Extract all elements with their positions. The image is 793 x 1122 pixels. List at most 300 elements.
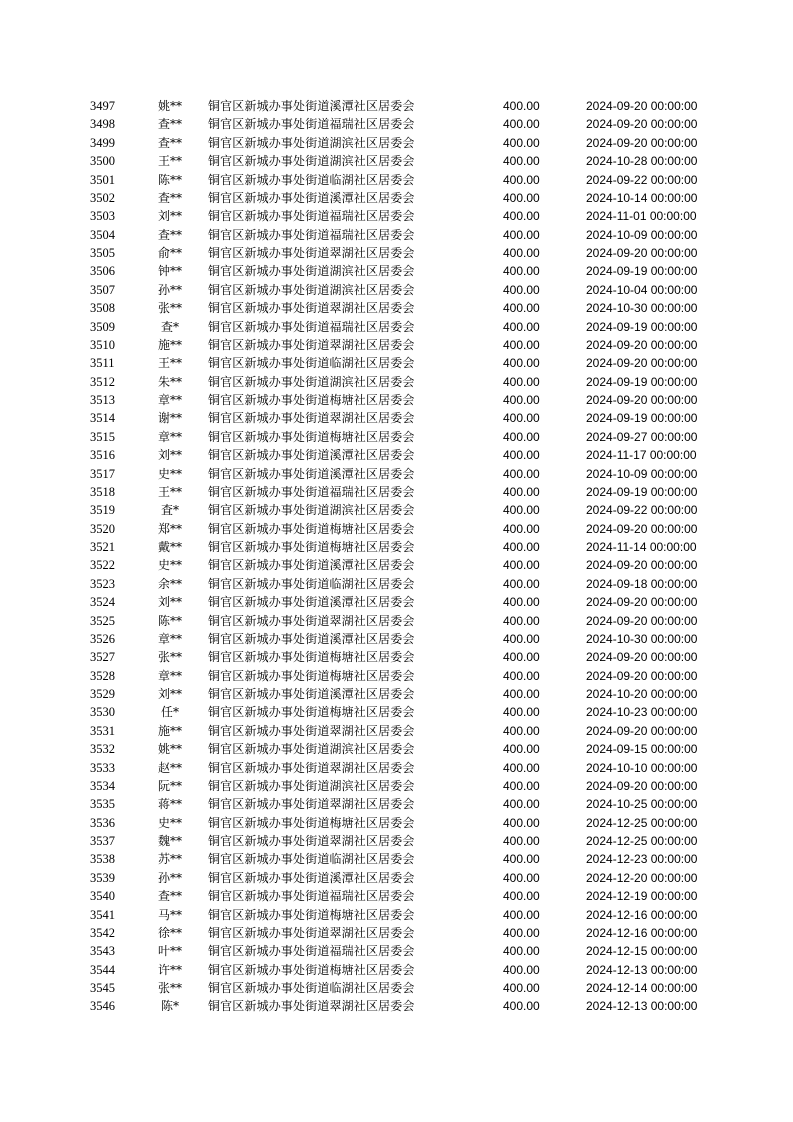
recipient-name: 史** bbox=[157, 466, 182, 481]
community-unit: 铜官区新城办事处街道溪潭社区居委会 bbox=[208, 448, 415, 463]
community-unit: 铜官区新城办事处街道福瑞社区居委会 bbox=[208, 319, 415, 334]
amount: 400.00 bbox=[503, 778, 540, 793]
table-row bbox=[0, 483, 793, 501]
recipient-name: 查** bbox=[157, 190, 182, 205]
recipient-name: 施** bbox=[157, 337, 182, 352]
recipient-name: 戴** bbox=[157, 540, 182, 554]
table-row bbox=[0, 318, 793, 336]
payment-date: 2024-09-20 00:00:00 bbox=[586, 668, 698, 683]
row-number: 3543 bbox=[90, 944, 115, 959]
row-number: 3521 bbox=[90, 540, 115, 554]
recipient-name: 孙** bbox=[157, 282, 182, 297]
payment-date: 2024-09-27 00:00:00 bbox=[586, 429, 698, 444]
payment-date: 2024-09-20 00:00:00 bbox=[586, 246, 698, 260]
payment-date: 2024-11-17 00:00:00 bbox=[586, 448, 697, 463]
payment-date: 2024-09-20 00:00:00 bbox=[586, 356, 698, 371]
row-number: 3515 bbox=[90, 429, 115, 444]
table-row bbox=[0, 244, 793, 262]
row-number: 3504 bbox=[90, 227, 115, 242]
recipient-name: 章** bbox=[157, 429, 182, 444]
table-row bbox=[0, 814, 793, 832]
row-number: 3497 bbox=[90, 99, 115, 113]
community-unit: 铜官区新城办事处街道梅塘社区居委会 bbox=[208, 668, 415, 683]
table-row bbox=[0, 703, 793, 721]
amount: 400.00 bbox=[503, 834, 540, 848]
community-unit: 铜官区新城办事处街道翠湖社区居委会 bbox=[208, 301, 415, 316]
community-unit: 铜官区新城办事处街道翠湖社区居委会 bbox=[208, 337, 415, 352]
recipient-name: 章** bbox=[157, 393, 182, 407]
community-unit: 铜官区新城办事处街道梅塘社区居委会 bbox=[208, 393, 415, 407]
table-row bbox=[0, 630, 793, 648]
table-row bbox=[0, 171, 793, 189]
community-unit: 铜官区新城办事处街道福瑞社区居委会 bbox=[208, 209, 415, 224]
row-number: 3514 bbox=[90, 411, 115, 426]
row-number: 3527 bbox=[90, 650, 115, 665]
amount: 400.00 bbox=[503, 613, 540, 628]
recipient-name: 王** bbox=[157, 356, 182, 371]
table-row bbox=[0, 207, 793, 225]
row-number: 3522 bbox=[90, 558, 115, 573]
community-unit: 铜官区新城办事处街道梅塘社区居委会 bbox=[208, 429, 415, 444]
community-unit: 铜官区新城办事处街道湖滨社区居委会 bbox=[208, 374, 415, 389]
recipient-name: 许** bbox=[157, 962, 182, 977]
amount: 400.00 bbox=[503, 209, 540, 224]
row-number: 3536 bbox=[90, 815, 115, 830]
recipient-name: 任* bbox=[160, 705, 179, 720]
payment-date: 2024-10-23 00:00:00 bbox=[586, 705, 698, 720]
amount: 400.00 bbox=[503, 631, 540, 646]
community-unit: 铜官区新城办事处街道湖滨社区居委会 bbox=[208, 778, 415, 793]
payment-date: 2024-12-23 00:00:00 bbox=[586, 852, 698, 867]
community-unit: 铜官区新城办事处街道翠湖社区居委会 bbox=[208, 613, 415, 628]
payment-date: 2024-09-19 00:00:00 bbox=[586, 411, 698, 426]
amount: 400.00 bbox=[503, 925, 540, 940]
recipient-name: 徐** bbox=[157, 925, 182, 940]
payment-date: 2024-10-20 00:00:00 bbox=[586, 687, 698, 701]
recipient-name: 查** bbox=[157, 135, 182, 150]
amount: 400.00 bbox=[503, 117, 540, 132]
recipient-name: 谢** bbox=[157, 411, 182, 426]
recipient-name: 刘** bbox=[157, 687, 182, 701]
recipient-name: 陈* bbox=[160, 999, 179, 1014]
recipient-name: 王** bbox=[157, 154, 182, 169]
payment-date: 2024-09-19 00:00:00 bbox=[586, 264, 698, 279]
recipient-name: 余** bbox=[157, 576, 182, 591]
row-number: 3501 bbox=[90, 172, 115, 187]
community-unit: 铜官区新城办事处街道湖滨社区居委会 bbox=[208, 154, 415, 169]
recipient-name: 魏** bbox=[157, 834, 182, 848]
row-number: 3513 bbox=[90, 393, 115, 407]
recipient-name: 张** bbox=[157, 650, 182, 665]
row-number: 3503 bbox=[90, 209, 115, 224]
table-row bbox=[0, 924, 793, 942]
amount: 400.00 bbox=[503, 264, 540, 279]
amount: 400.00 bbox=[503, 595, 540, 610]
row-number: 3500 bbox=[90, 154, 115, 169]
payment-date: 2024-10-25 00:00:00 bbox=[586, 797, 698, 812]
community-unit: 铜官区新城办事处街道临湖社区居委会 bbox=[208, 852, 415, 867]
payment-date: 2024-12-25 00:00:00 bbox=[586, 815, 698, 830]
community-unit: 铜官区新城办事处街道湖滨社区居委会 bbox=[208, 264, 415, 279]
amount: 400.00 bbox=[503, 301, 540, 316]
payment-date: 2024-09-20 00:00:00 bbox=[586, 99, 698, 113]
amount: 400.00 bbox=[503, 962, 540, 977]
recipient-name: 张** bbox=[157, 301, 182, 316]
amount: 400.00 bbox=[503, 356, 540, 371]
row-number: 3499 bbox=[90, 135, 115, 150]
community-unit: 铜官区新城办事处街道翠湖社区居委会 bbox=[208, 246, 415, 260]
community-unit: 铜官区新城办事处街道翠湖社区居委会 bbox=[208, 797, 415, 812]
payment-date: 2024-10-14 00:00:00 bbox=[586, 190, 698, 205]
recipient-name: 章** bbox=[157, 631, 182, 646]
recipient-name: 史** bbox=[157, 815, 182, 830]
payment-date: 2024-12-25 00:00:00 bbox=[586, 834, 698, 848]
payment-date: 2024-10-28 00:00:00 bbox=[586, 154, 698, 169]
table-row bbox=[0, 593, 793, 611]
row-number: 3545 bbox=[90, 981, 115, 995]
community-unit: 铜官区新城办事处街道临湖社区居委会 bbox=[208, 576, 415, 591]
community-unit: 铜官区新城办事处街道溪潭社区居委会 bbox=[208, 870, 415, 885]
recipient-name: 刘** bbox=[157, 595, 182, 610]
recipient-name: 阮** bbox=[157, 778, 182, 793]
amount: 400.00 bbox=[503, 154, 540, 169]
recipient-name: 朱** bbox=[157, 374, 182, 389]
row-number: 3523 bbox=[90, 576, 115, 591]
community-unit: 铜官区新城办事处街道临湖社区居委会 bbox=[208, 981, 415, 995]
amount: 400.00 bbox=[503, 484, 540, 499]
community-unit: 铜官区新城办事处街道湖滨社区居委会 bbox=[208, 282, 415, 297]
table-row bbox=[0, 115, 793, 133]
table-row bbox=[0, 134, 793, 152]
community-unit: 铜官区新城办事处街道梅塘社区居委会 bbox=[208, 962, 415, 977]
community-unit: 铜官区新城办事处街道临湖社区居委会 bbox=[208, 356, 415, 371]
table-row bbox=[0, 685, 793, 703]
table-row bbox=[0, 520, 793, 538]
amount: 400.00 bbox=[503, 815, 540, 830]
amount: 400.00 bbox=[503, 99, 540, 113]
recipient-name: 苏** bbox=[157, 852, 182, 867]
amount: 400.00 bbox=[503, 393, 540, 407]
community-unit: 铜官区新城办事处街道湖滨社区居委会 bbox=[208, 135, 415, 150]
recipient-name: 刘** bbox=[157, 209, 182, 224]
recipient-name: 査* bbox=[160, 503, 179, 518]
community-unit: 铜官区新城办事处街道福瑞社区居委会 bbox=[208, 227, 415, 242]
community-unit: 铜官区新城办事处街道临湖社区居委会 bbox=[208, 172, 415, 187]
table-row bbox=[0, 850, 793, 868]
community-unit: 铜官区新城办事处街道溪潭社区居委会 bbox=[208, 190, 415, 205]
amount: 400.00 bbox=[503, 172, 540, 187]
table-row bbox=[0, 942, 793, 960]
community-unit: 铜官区新城办事处街道福瑞社区居委会 bbox=[208, 484, 415, 499]
row-number: 3540 bbox=[90, 889, 115, 904]
payment-date: 2024-09-20 00:00:00 bbox=[586, 117, 698, 132]
row-number: 3524 bbox=[90, 595, 115, 610]
payment-date: 2024-09-20 00:00:00 bbox=[586, 613, 698, 628]
amount: 400.00 bbox=[503, 227, 540, 242]
recipient-name: 蒋** bbox=[157, 797, 182, 812]
amount: 400.00 bbox=[503, 852, 540, 867]
amount: 400.00 bbox=[503, 705, 540, 720]
community-unit: 铜官区新城办事处街道溪潭社区居委会 bbox=[208, 466, 415, 481]
table-row bbox=[0, 906, 793, 924]
table-row bbox=[0, 961, 793, 979]
community-unit: 铜官区新城办事处街道溪潭社区居委会 bbox=[208, 595, 415, 610]
table-row bbox=[0, 869, 793, 887]
row-number: 3546 bbox=[90, 999, 115, 1014]
table-row bbox=[0, 556, 793, 574]
payment-date: 2024-10-09 00:00:00 bbox=[586, 466, 698, 481]
community-unit: 铜官区新城办事处街道翠湖社区居委会 bbox=[208, 999, 415, 1014]
table-row bbox=[0, 152, 793, 170]
table-row bbox=[0, 648, 793, 666]
row-number: 3539 bbox=[90, 870, 115, 885]
amount: 400.00 bbox=[503, 448, 540, 463]
amount: 400.00 bbox=[503, 246, 540, 260]
payment-date: 2024-09-20 00:00:00 bbox=[586, 723, 698, 738]
amount: 400.00 bbox=[503, 907, 540, 922]
payment-date: 2024-09-20 00:00:00 bbox=[586, 558, 698, 573]
amount: 400.00 bbox=[503, 558, 540, 573]
row-number: 3541 bbox=[90, 907, 115, 922]
payment-date: 2024-10-09 00:00:00 bbox=[586, 227, 698, 242]
amount: 400.00 bbox=[503, 650, 540, 665]
community-unit: 铜官区新城办事处街道梅塘社区居委会 bbox=[208, 815, 415, 830]
row-number: 3534 bbox=[90, 778, 115, 793]
community-unit: 铜官区新城办事处街道湖滨社区居委会 bbox=[208, 742, 415, 757]
row-number: 3498 bbox=[90, 117, 115, 132]
recipient-name: 施** bbox=[157, 723, 182, 738]
payment-date: 2024-09-22 00:00:00 bbox=[586, 172, 698, 187]
recipient-name: 查** bbox=[157, 889, 182, 904]
table-row bbox=[0, 795, 793, 813]
table-row bbox=[0, 832, 793, 850]
table-row bbox=[0, 189, 793, 207]
table-row bbox=[0, 281, 793, 299]
row-number: 3512 bbox=[90, 374, 115, 389]
amount: 400.00 bbox=[503, 760, 540, 775]
amount: 400.00 bbox=[503, 576, 540, 591]
amount: 400.00 bbox=[503, 411, 540, 426]
row-number: 3544 bbox=[90, 962, 115, 977]
amount: 400.00 bbox=[503, 797, 540, 812]
amount: 400.00 bbox=[503, 282, 540, 297]
row-number: 3537 bbox=[90, 834, 115, 848]
payment-date: 2024-10-10 00:00:00 bbox=[586, 760, 698, 775]
amount: 400.00 bbox=[503, 319, 540, 334]
community-unit: 铜官区新城办事处街道溪潭社区居委会 bbox=[208, 687, 415, 701]
payment-date: 2024-09-19 00:00:00 bbox=[586, 374, 698, 389]
recipient-name: 马** bbox=[157, 907, 182, 922]
amount: 400.00 bbox=[503, 521, 540, 536]
table-row bbox=[0, 336, 793, 354]
recipient-name: 王** bbox=[157, 484, 182, 499]
amount: 400.00 bbox=[503, 429, 540, 444]
payment-date: 2024-09-19 00:00:00 bbox=[586, 319, 698, 334]
amount: 400.00 bbox=[503, 374, 540, 389]
table-row bbox=[0, 979, 793, 997]
amount: 400.00 bbox=[503, 999, 540, 1014]
table-row bbox=[0, 299, 793, 317]
recipient-name: 俞** bbox=[157, 246, 182, 260]
recipient-name: 姚** bbox=[157, 99, 182, 113]
row-number: 3542 bbox=[90, 925, 115, 940]
table-row bbox=[0, 759, 793, 777]
row-number: 3532 bbox=[90, 742, 115, 757]
amount: 400.00 bbox=[503, 135, 540, 150]
recipient-name: 查** bbox=[157, 117, 182, 132]
row-number: 3517 bbox=[90, 466, 115, 481]
table-row bbox=[0, 446, 793, 464]
row-number: 3533 bbox=[90, 760, 115, 775]
table-row bbox=[0, 409, 793, 427]
amount: 400.00 bbox=[503, 503, 540, 518]
recipient-name: 查** bbox=[157, 227, 182, 242]
amount: 400.00 bbox=[503, 466, 540, 481]
row-number: 3507 bbox=[90, 282, 115, 297]
payment-date: 2024-11-01 00:00:00 bbox=[586, 209, 697, 224]
community-unit: 铜官区新城办事处街道福瑞社区居委会 bbox=[208, 889, 415, 904]
community-unit: 铜官区新城办事处街道翠湖社区居委会 bbox=[208, 834, 415, 848]
community-unit: 铜官区新城办事处街道翠湖社区居委会 bbox=[208, 411, 415, 426]
payment-date: 2024-12-13 00:00:00 bbox=[586, 962, 698, 977]
table-row bbox=[0, 262, 793, 280]
recipient-name: 钟** bbox=[157, 264, 182, 279]
row-number: 3510 bbox=[90, 337, 115, 352]
row-number: 3511 bbox=[90, 356, 115, 371]
community-unit: 铜官区新城办事处街道翠湖社区居委会 bbox=[208, 760, 415, 775]
payment-date: 2024-09-20 00:00:00 bbox=[586, 778, 698, 793]
payment-date: 2024-10-30 00:00:00 bbox=[586, 301, 698, 316]
payment-date: 2024-09-20 00:00:00 bbox=[586, 135, 698, 150]
row-number: 3535 bbox=[90, 797, 115, 812]
table-row bbox=[0, 740, 793, 758]
amount: 400.00 bbox=[503, 723, 540, 738]
community-unit: 铜官区新城办事处街道溪潭社区居委会 bbox=[208, 558, 415, 573]
amount: 400.00 bbox=[503, 687, 540, 701]
recipient-name: 章** bbox=[157, 668, 182, 683]
table-row bbox=[0, 501, 793, 519]
payment-date: 2024-09-20 00:00:00 bbox=[586, 337, 698, 352]
community-unit: 铜官区新城办事处街道翠湖社区居委会 bbox=[208, 925, 415, 940]
row-number: 3506 bbox=[90, 264, 115, 279]
table-row bbox=[0, 612, 793, 630]
table-row bbox=[0, 722, 793, 740]
row-number: 3516 bbox=[90, 448, 115, 463]
row-number: 3519 bbox=[90, 503, 115, 518]
row-number: 3508 bbox=[90, 301, 115, 316]
payment-date: 2024-12-19 00:00:00 bbox=[586, 889, 698, 904]
row-number: 3528 bbox=[90, 668, 115, 683]
community-unit: 铜官区新城办事处街道福瑞社区居委会 bbox=[208, 944, 415, 959]
recipient-name: 赵** bbox=[157, 760, 182, 775]
row-number: 3538 bbox=[90, 852, 115, 867]
table-row bbox=[0, 777, 793, 795]
recipient-name: 张** bbox=[157, 981, 182, 995]
amount: 400.00 bbox=[503, 889, 540, 904]
row-number: 3529 bbox=[90, 687, 115, 701]
payment-date: 2024-12-20 00:00:00 bbox=[586, 870, 698, 885]
amount: 400.00 bbox=[503, 870, 540, 885]
payment-date: 2024-09-20 00:00:00 bbox=[586, 650, 698, 665]
community-unit: 铜官区新城办事处街道翠湖社区居委会 bbox=[208, 723, 415, 738]
recipient-name: 陈** bbox=[157, 613, 182, 628]
table-row bbox=[0, 575, 793, 593]
payment-date: 2024-09-15 00:00:00 bbox=[586, 742, 698, 757]
row-number: 3531 bbox=[90, 723, 115, 738]
payment-date: 2024-10-30 00:00:00 bbox=[586, 631, 698, 646]
row-number: 3525 bbox=[90, 613, 115, 628]
row-number: 3518 bbox=[90, 484, 115, 499]
table-row bbox=[0, 428, 793, 446]
amount: 400.00 bbox=[503, 981, 540, 995]
payment-date: 2024-12-16 00:00:00 bbox=[586, 907, 698, 922]
payment-date: 2024-12-13 00:00:00 bbox=[586, 999, 698, 1014]
amount: 400.00 bbox=[503, 540, 540, 554]
amount: 400.00 bbox=[503, 668, 540, 683]
payment-date: 2024-09-20 00:00:00 bbox=[586, 521, 698, 536]
payment-date: 2024-09-19 00:00:00 bbox=[586, 484, 698, 499]
row-number: 3530 bbox=[90, 705, 115, 720]
table-row bbox=[0, 465, 793, 483]
community-unit: 铜官区新城办事处街道梅塘社区居委会 bbox=[208, 907, 415, 922]
table-row bbox=[0, 226, 793, 244]
community-unit: 铜官区新城办事处街道溪潭社区居委会 bbox=[208, 99, 415, 113]
row-number: 3509 bbox=[90, 319, 115, 334]
row-number: 3502 bbox=[90, 190, 115, 205]
table-row bbox=[0, 538, 793, 556]
community-unit: 铜官区新城办事处街道梅塘社区居委会 bbox=[208, 540, 415, 554]
recipient-name: 郑** bbox=[157, 521, 182, 536]
recipient-name: 叶** bbox=[157, 944, 182, 959]
payment-date: 2024-12-16 00:00:00 bbox=[586, 925, 698, 940]
amount: 400.00 bbox=[503, 944, 540, 959]
community-unit: 铜官区新城办事处街道福瑞社区居委会 bbox=[208, 117, 415, 132]
table-row bbox=[0, 667, 793, 685]
recipient-name: 史** bbox=[157, 558, 182, 573]
payment-date: 2024-09-20 00:00:00 bbox=[586, 393, 698, 407]
community-unit: 铜官区新城办事处街道溪潭社区居委会 bbox=[208, 631, 415, 646]
recipient-name: 查* bbox=[160, 319, 179, 334]
table-row bbox=[0, 997, 793, 1015]
row-number: 3505 bbox=[90, 246, 115, 260]
community-unit: 铜官区新城办事处街道梅塘社区居委会 bbox=[208, 705, 415, 720]
table-row bbox=[0, 391, 793, 409]
recipient-name: 姚** bbox=[157, 742, 182, 757]
recipient-name: 陈** bbox=[157, 172, 182, 187]
amount: 400.00 bbox=[503, 742, 540, 757]
table-row bbox=[0, 887, 793, 905]
payment-date: 2024-09-20 00:00:00 bbox=[586, 595, 698, 610]
records-table bbox=[0, 97, 793, 1016]
table-row bbox=[0, 373, 793, 391]
table-row bbox=[0, 354, 793, 372]
payment-date: 2024-09-22 00:00:00 bbox=[586, 503, 698, 518]
community-unit: 铜官区新城办事处街道梅塘社区居委会 bbox=[208, 650, 415, 665]
payment-date: 2024-12-14 00:00:00 bbox=[586, 981, 698, 995]
amount: 400.00 bbox=[503, 190, 540, 205]
payment-date: 2024-11-14 00:00:00 bbox=[586, 540, 697, 554]
payment-date: 2024-10-04 00:00:00 bbox=[586, 282, 698, 297]
row-number: 3520 bbox=[90, 521, 115, 536]
amount: 400.00 bbox=[503, 337, 540, 352]
community-unit: 铜官区新城办事处街道梅塘社区居委会 bbox=[208, 521, 415, 536]
table-row bbox=[0, 97, 793, 115]
community-unit: 铜官区新城办事处街道湖滨社区居委会 bbox=[208, 503, 415, 518]
payment-date: 2024-09-18 00:00:00 bbox=[586, 576, 698, 591]
recipient-name: 孙** bbox=[157, 870, 182, 885]
payment-date: 2024-12-15 00:00:00 bbox=[586, 944, 698, 959]
row-number: 3526 bbox=[90, 631, 115, 646]
